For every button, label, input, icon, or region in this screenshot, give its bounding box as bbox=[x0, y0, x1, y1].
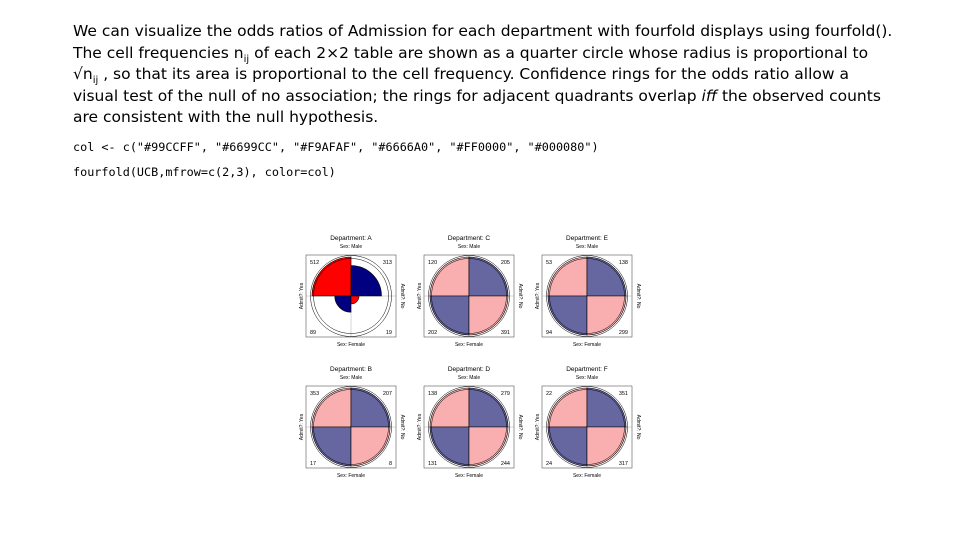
panel-title: Department: F bbox=[566, 366, 608, 373]
cell-count: 351 bbox=[618, 391, 628, 397]
panel-label-top: Sex: Male bbox=[457, 375, 481, 381]
fourfold-panel bbox=[535, 235, 641, 348]
cell-count: 317 bbox=[618, 461, 628, 467]
cell-count: 120 bbox=[428, 260, 438, 266]
cell-count: 279 bbox=[500, 391, 510, 397]
panel-title: Department: D bbox=[447, 366, 491, 373]
cell-count: 202 bbox=[428, 330, 438, 336]
text-segment-4: the observed counts are consistent with the null hypothesis. bbox=[73, 86, 881, 127]
text-segment-2: of each 2×2 table are shown as a quarter circle whose radius is proportional to √n bbox=[73, 43, 869, 84]
text-segment-3: , so that its area is proportional to the cell frequency. Confidence rings for the odds ratio allow a visual test of the null of no association; the rings for adjacent quadrants overlap bbox=[73, 65, 849, 105]
fourfold-panel bbox=[535, 366, 641, 479]
fourfold-quadrant bbox=[548, 296, 587, 335]
panel-title: Department: A bbox=[330, 235, 372, 242]
subscript-ij-1: ij bbox=[243, 53, 250, 65]
cell-count: 313 bbox=[382, 260, 392, 266]
panel-label-left: Admit?: Yes bbox=[535, 282, 541, 310]
cell-count: 299 bbox=[618, 330, 628, 336]
panel-label-bottom: Sex: Female bbox=[454, 342, 484, 348]
fourfold-figure bbox=[290, 228, 650, 490]
cell-count: 391 bbox=[500, 330, 510, 336]
panel-label-right: Admit?: No bbox=[517, 283, 523, 309]
panel-label-top: Sex: Male bbox=[339, 244, 363, 250]
code-line-fourfold: fourfold(UCB,mfrow=c(2,3), color=col) bbox=[73, 165, 336, 179]
cell-count: 131 bbox=[428, 461, 438, 467]
fourfold-panel bbox=[299, 366, 405, 479]
cell-count: 353 bbox=[310, 391, 320, 397]
fourfold-quadrant bbox=[548, 388, 587, 427]
panel-label-bottom: Sex: Female bbox=[336, 473, 366, 479]
panel-label-left: Admit?: Yes bbox=[417, 413, 423, 441]
panel-label-right: Admit?: No bbox=[399, 283, 405, 309]
panel-label-right: Admit?: No bbox=[635, 283, 641, 309]
cell-count: 24 bbox=[546, 461, 553, 467]
code-line-colors: col <- c("#99CCFF", "#6699CC", "#F9AFAF", "#6666A0", "#FF0000", "#000080") bbox=[73, 140, 599, 154]
fourfold-quadrant bbox=[351, 427, 390, 466]
panel-label-top: Sex: Male bbox=[575, 244, 599, 250]
panel-label-bottom: Sex: Female bbox=[572, 473, 602, 479]
cell-count: 244 bbox=[500, 461, 510, 467]
subscript-ij-2: ij bbox=[92, 75, 99, 87]
description-paragraph bbox=[73, 21, 893, 129]
panel-label-left: Admit?: Yes bbox=[417, 282, 423, 310]
cell-count: 89 bbox=[310, 330, 317, 336]
panel-title: Department: C bbox=[447, 235, 491, 242]
panel-label-bottom: Sex: Female bbox=[454, 473, 484, 479]
fourfold-panel bbox=[417, 235, 523, 348]
cell-count: 205 bbox=[500, 260, 510, 266]
panel-title: Department: B bbox=[330, 366, 372, 373]
cell-count: 17 bbox=[310, 461, 317, 467]
panel-title: Department: E bbox=[566, 235, 608, 242]
cell-count: 53 bbox=[546, 260, 553, 266]
panel-label-top: Sex: Male bbox=[339, 375, 363, 381]
cell-count: 8 bbox=[388, 461, 392, 467]
panel-label-right: Admit?: No bbox=[635, 414, 641, 440]
fourfold-quadrant bbox=[548, 427, 587, 466]
panel-label-right: Admit?: No bbox=[399, 414, 405, 440]
fourfold-quadrant bbox=[351, 266, 381, 296]
fourfold-quadrant bbox=[335, 296, 351, 312]
cell-count: 138 bbox=[428, 391, 438, 397]
text-segment-1: We can visualize the odds ratios of Admission for each department with fourfold displays using fourfold(). The cell frequencies n bbox=[73, 22, 893, 62]
cell-count: 19 bbox=[385, 330, 392, 336]
fourfold-panel bbox=[299, 235, 405, 348]
fourfold-quadrant bbox=[548, 257, 587, 296]
cell-count: 512 bbox=[310, 260, 320, 266]
panel-label-left: Admit?: Yes bbox=[299, 282, 305, 310]
panel-label-top: Sex: Male bbox=[575, 375, 599, 381]
fourfold-panel bbox=[417, 366, 523, 479]
fourfold-quadrant bbox=[312, 427, 351, 466]
emphasis-iff: iff bbox=[701, 86, 718, 105]
panel-label-left: Admit?: Yes bbox=[535, 413, 541, 441]
fourfold-quadrant bbox=[351, 296, 359, 304]
cell-count: 22 bbox=[546, 391, 553, 397]
panel-label-bottom: Sex: Female bbox=[336, 342, 366, 348]
panel-label-right: Admit?: No bbox=[517, 414, 523, 440]
cell-count: 207 bbox=[382, 391, 392, 397]
panel-label-top: Sex: Male bbox=[457, 244, 481, 250]
cell-count: 94 bbox=[546, 330, 553, 336]
panel-label-left: Admit?: Yes bbox=[299, 413, 305, 441]
cell-count: 138 bbox=[618, 260, 628, 266]
panel-label-bottom: Sex: Female bbox=[572, 342, 602, 348]
